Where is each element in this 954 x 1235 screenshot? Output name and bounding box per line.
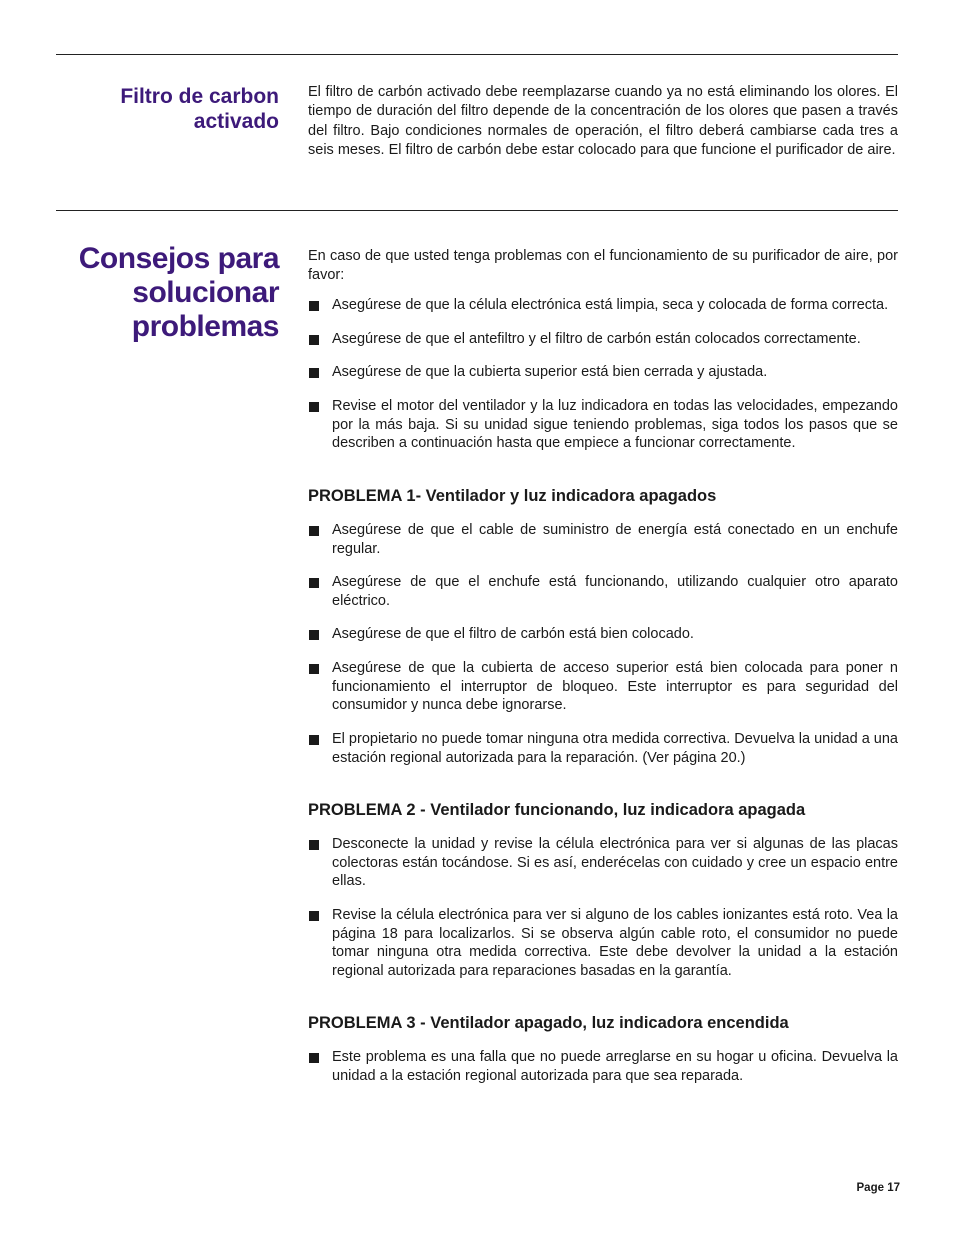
bullet-square-icon xyxy=(309,301,319,311)
filter-section-title: Filtro de carbon activado xyxy=(120,85,279,133)
bullet-square-icon xyxy=(309,911,319,921)
troubleshooting-title: Consejos para solucionar problemas xyxy=(78,242,279,343)
bullet-square-icon xyxy=(309,578,319,588)
bullet-square-icon xyxy=(309,1053,319,1063)
bullet-square-icon xyxy=(309,840,319,850)
list-item: Revise la célula electrónica para ver si alguno de los cables ionizantes está roto. Vea la página 18 para localizarlos. Si se observa algún cable roto, el consumidor no puede tomar ninguna otra medida correctiva. Este debe devolver la unidad a la estación regional autorizada para reparaciones basadas en la garantía. xyxy=(308,906,898,980)
list-item: Este problema es una falla que no puede arreglarse en su hogar u oficina. Devuelva la unidad a la estación regional autorizada para que sea reparada. xyxy=(308,1048,898,1085)
problem-1-heading: PROBLEMA 1- Ventilador y luz indicadora apagados xyxy=(308,487,717,505)
problem-2-heading: PROBLEMA 2 - Ventilador funcionando, luz indicadora apagada xyxy=(308,801,806,819)
top-rule xyxy=(56,54,898,55)
problem-3-heading: PROBLEMA 3 - Ventilador apagado, luz indicadora encendida xyxy=(308,1014,789,1032)
list-item: Asegúrese de que el enchufe está funcionando, utilizando cualquier otro aparato eléctrico. xyxy=(308,573,898,610)
troubleshooting-intro: En caso de que usted tenga problemas con el funcionamiento de su purificador de aire, por favor: xyxy=(308,248,898,284)
bullet-square-icon xyxy=(309,368,319,378)
list-item: Asegúrese de que el antefiltro y el filtro de carbón están colocados correctamente. xyxy=(308,330,898,349)
list-item: Asegúrese de que la cubierta superior está bien cerrada y ajustada. xyxy=(308,363,898,382)
bullet-square-icon xyxy=(309,630,319,640)
bullet-square-icon xyxy=(309,335,319,345)
list-item: Desconecte la unidad y revise la célula electrónica para ver si algunas de las placas colectoras están tocándose. Si es así, enderécelas con cuidado y cree un espacio entre ellas. xyxy=(308,835,898,891)
bullet-square-icon xyxy=(309,735,319,745)
list-item: El propietario no puede tomar ninguna otra medida correctiva. Devuelva la unidad a una estación regional autorizada para la reparación. (Ver página 20.) xyxy=(308,730,898,767)
bullet-square-icon xyxy=(309,402,319,412)
bullet-square-icon xyxy=(309,664,319,674)
list-item: Asegúrese de que la célula electrónica está limpia, seca y colocada de forma correcta. xyxy=(308,296,898,315)
page-number: Page 17 xyxy=(856,1182,900,1194)
section-divider xyxy=(56,210,898,211)
list-item: Revise el motor del ventilador y la luz indicadora en todas las velocidades, empezando por la más baja. Si su unidad sigue teniendo problemas, siga todos los pasos que se describen a continuación hasta que empiece a funcionar correctamente. xyxy=(308,397,898,453)
bullet-square-icon xyxy=(309,526,319,536)
filter-section-body: El filtro de carbón activado debe reemplazarse cuando ya no está eliminando los olores. El tiempo de duración del filtro depende de la concentración de los olores que pasen a través del filtro. Bajo condiciones normales de operación, el filtro deberá cambiarse cada tres a seis meses. El filtro de carbón debe estar colocado para que funcione el purificador de aire. xyxy=(308,84,898,158)
list-item: Asegúrese de que el filtro de carbón está bien colocado. xyxy=(308,625,898,644)
list-item: Asegúrese de que la cubierta de acceso superior está bien colocada para poner n funcionamiento el interruptor de bloqueo. Este interruptor es para seguridad del consumidor y nunca debe ignorarse. xyxy=(308,659,898,715)
list-item: Asegúrese de que el cable de suministro de energía está conectado en un enchufe regular. xyxy=(308,521,898,558)
